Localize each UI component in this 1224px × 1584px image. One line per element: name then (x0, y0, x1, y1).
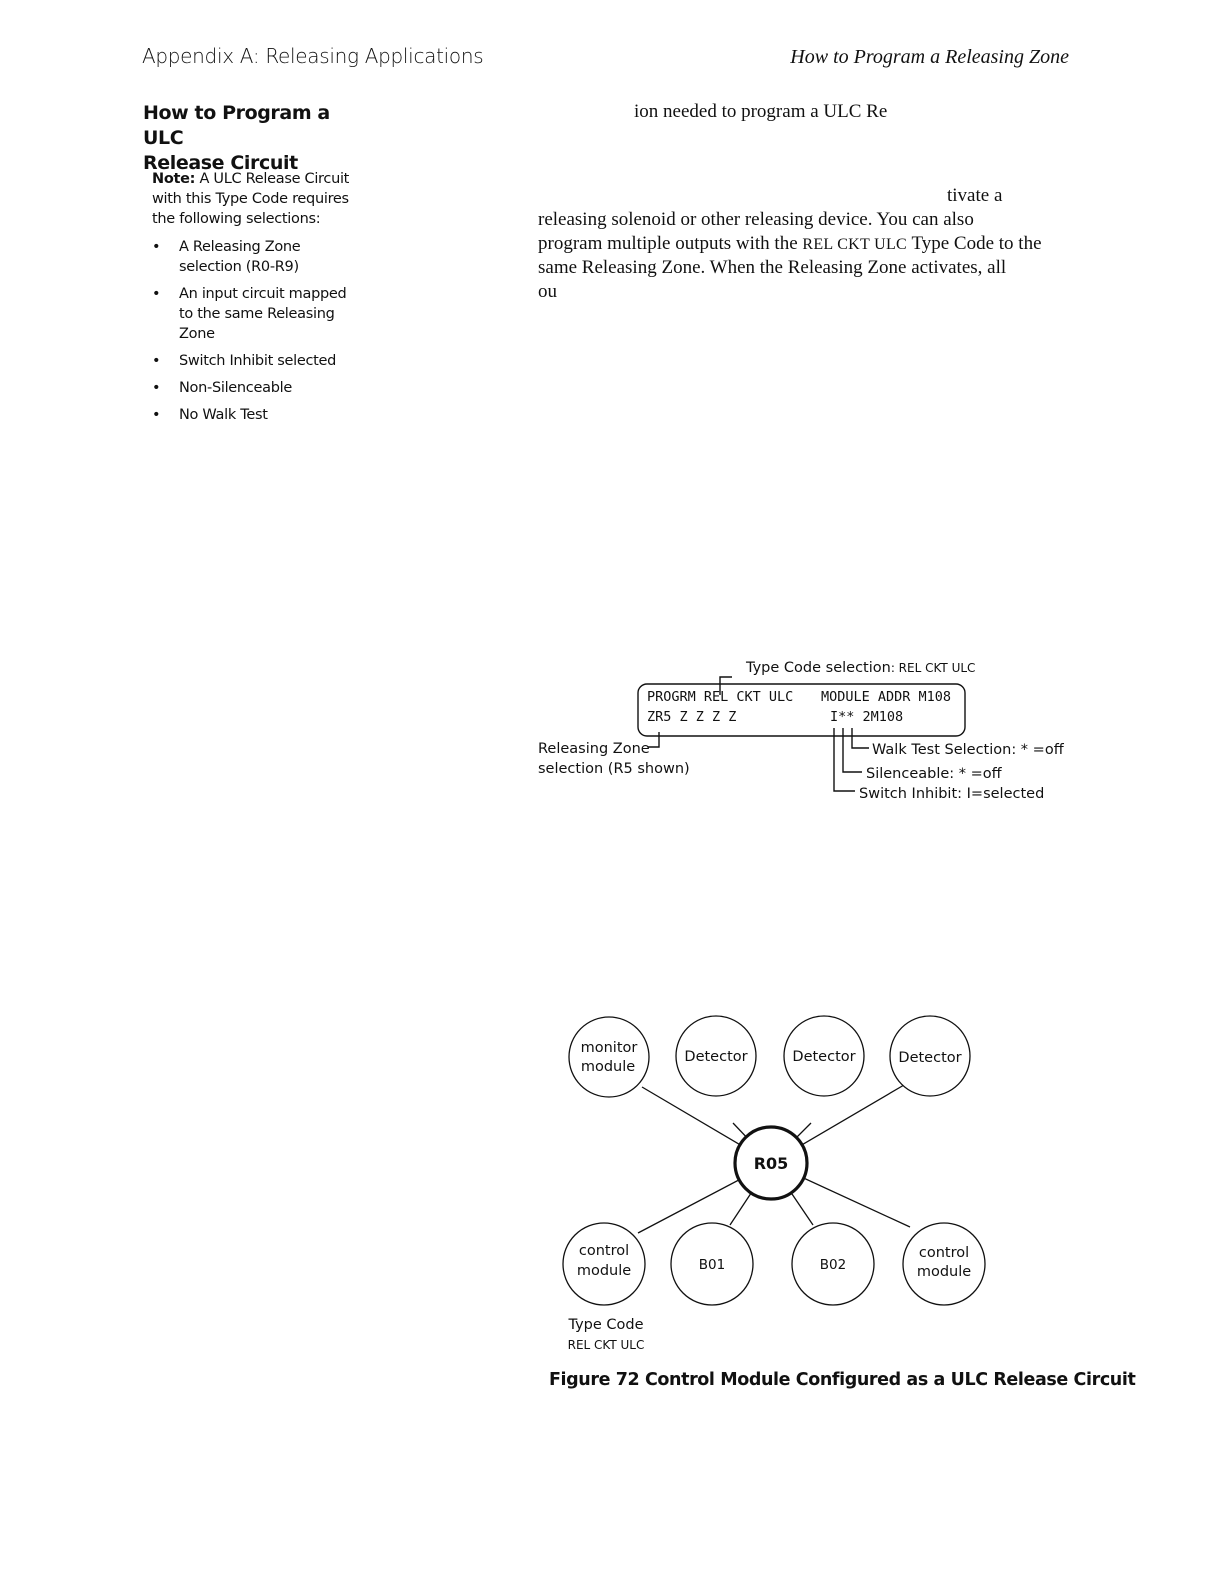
releasing-zone-network-diagram (530, 1005, 990, 1360)
figure-caption: Figure 72 Control Module Configured as a ULC Release Circuit (549, 1370, 1136, 1390)
node-label: Detector (898, 1050, 962, 1066)
section-heading-line2: Release Circuit (143, 152, 298, 174)
note-bullet-item: • No Walk Test (152, 405, 352, 425)
node-label: Detector (792, 1049, 856, 1065)
note-label: Note: (152, 171, 196, 187)
node-label: module (576, 1263, 632, 1279)
walk-test-label: Walk Test Selection: * =off (872, 742, 1064, 758)
body-text-segment: Type Code to the (907, 233, 1042, 254)
monitor-module-node (569, 1017, 649, 1097)
releasing-zone-label: R05 (753, 1154, 789, 1173)
body-text-line: tivate a (947, 185, 1003, 206)
node-label: Detector (684, 1049, 748, 1065)
releasing-zone-label-line1: Releasing Zone (538, 741, 650, 757)
lcd-row1-left: PROGRM REL CKT ULC (647, 689, 794, 705)
node-label: module (916, 1264, 972, 1280)
running-header-left: Appendix A: Releasing Applications (142, 44, 484, 68)
node-label: control (578, 1243, 630, 1259)
body-text-line: releasing solenoid or other releasing device. You can also (538, 209, 974, 230)
type-code-note: Type Code (568, 1317, 644, 1333)
running-header-right: How to Program a Releasing Zone (790, 46, 1069, 68)
lcd-row2-right: I** 2M108 (830, 709, 904, 725)
note-paragraph (152, 169, 352, 229)
note-bullet-item: • Non-Silenceable (152, 378, 352, 398)
node-label: B02 (819, 1257, 847, 1273)
lcd-display-figure (530, 650, 1070, 810)
body-text-line (538, 233, 1042, 255)
section-heading-line1: How to Program a ULC (143, 102, 330, 149)
body-text-line: ou (538, 281, 557, 302)
node-label: monitor (580, 1040, 638, 1056)
body-text-line: ion needed to program a ULC Re (634, 101, 888, 122)
note-text: A ULC Release Circuit with this Type Code requires the following selections: (152, 171, 350, 227)
type-code-selection-label: Type Code selection: REL CKT ULC (746, 660, 976, 676)
lcd-row1-right: MODULE ADDR M108 (821, 689, 952, 705)
node-label: module (580, 1059, 636, 1075)
node-label: control (918, 1245, 970, 1261)
switch-inhibit-label: Switch Inhibit: I=selected (859, 786, 1045, 802)
note-bullet-list (152, 237, 352, 425)
body-text-segment: program multiple outputs with the (538, 233, 803, 254)
lcd-row2-left: ZR5 Z Z Z Z (647, 709, 737, 725)
type-code-smallcaps: REL CKT ULC (802, 236, 908, 253)
note-bullet-item: • An input circuit mapped to the same Releasing Zone (152, 284, 352, 344)
note-bullet-item: • Switch Inhibit selected (152, 351, 352, 371)
note-bullet-item: • A Releasing Zone selection (R0-R9) (152, 237, 352, 277)
sidebar-note (152, 169, 352, 432)
section-heading (143, 101, 373, 176)
type-code-note-value: REL CKT ULC (567, 1338, 645, 1352)
body-text-line: same Releasing Zone. When the Releasing Zone activates, all (538, 257, 1007, 278)
walk-test-leader (852, 728, 869, 748)
silenceable-label: Silenceable: * =off (866, 766, 1002, 782)
releasing-zone-label-line2: selection (R5 shown) (538, 761, 690, 777)
node-label: B01 (698, 1257, 726, 1273)
